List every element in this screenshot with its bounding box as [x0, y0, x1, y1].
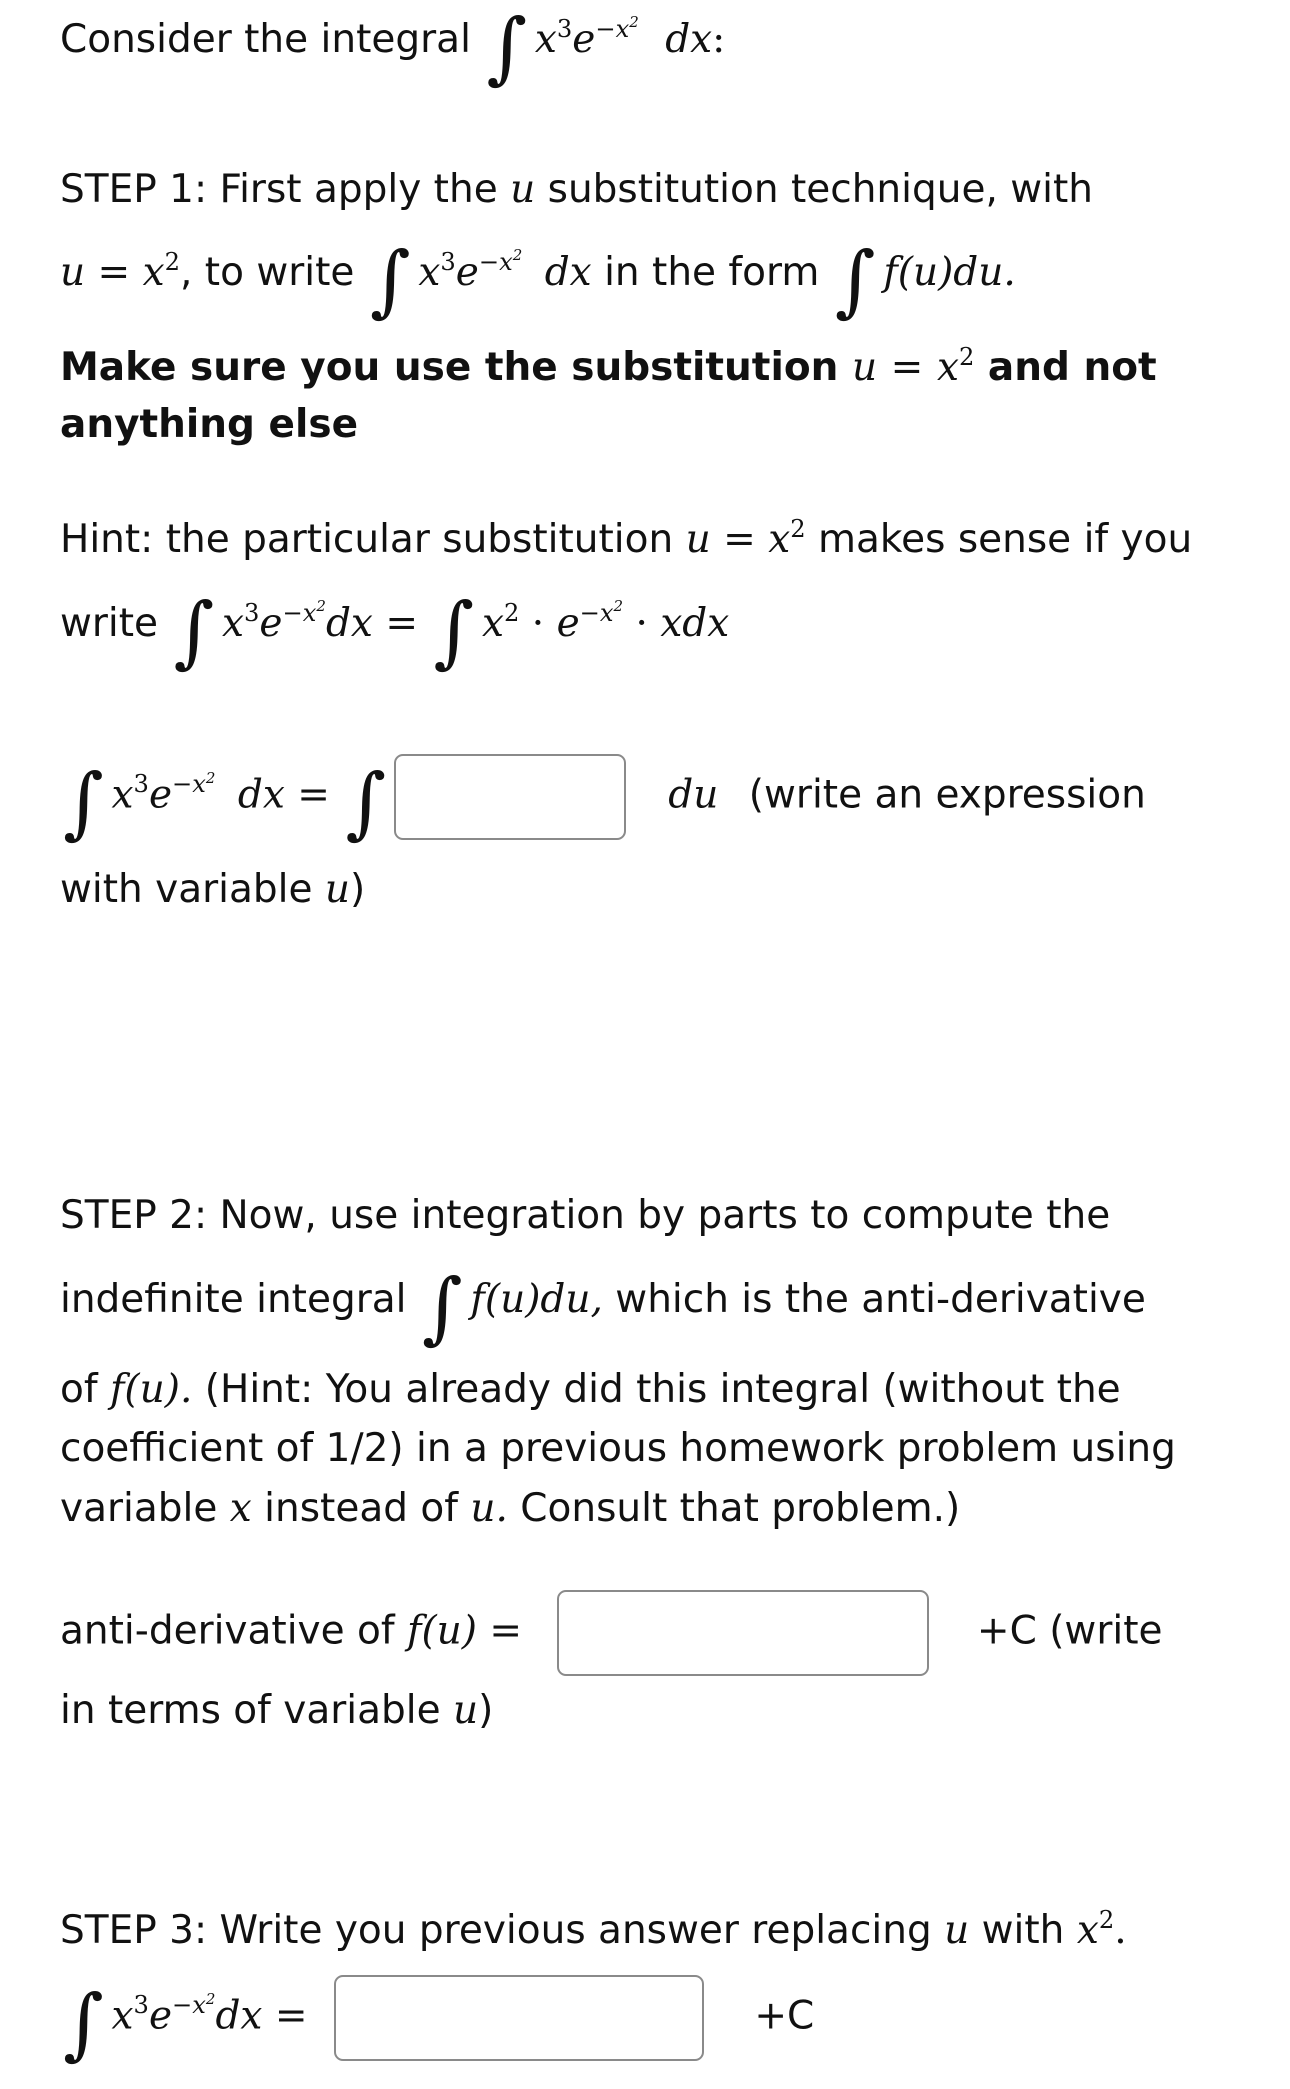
hint-text: makes sense if you	[818, 517, 1193, 562]
math-exp: 2	[1098, 1905, 1115, 1934]
answer-note: )	[478, 1688, 494, 1733]
math-e: e	[455, 250, 479, 295]
answer-label: anti-derivative of	[60, 1608, 395, 1654]
step1-warning-text: anything else	[60, 401, 359, 447]
math-exp: 3	[440, 247, 456, 276]
math-exp: 2	[613, 597, 624, 615]
step2-text: of	[60, 1367, 98, 1412]
math-exp: 2	[503, 598, 520, 627]
step1-text: , to write	[180, 250, 355, 295]
step2-text: indefinite integral	[60, 1277, 407, 1322]
step1-text: substitution technique, with	[547, 167, 1093, 212]
math-fu: f(u)du,	[470, 1277, 603, 1322]
math-exp: 3	[133, 770, 149, 799]
math-xdx: xdx	[660, 601, 730, 646]
math-x: x	[229, 1485, 252, 1531]
math-eq: =	[723, 517, 756, 562]
math-e: e	[259, 601, 283, 646]
math-fu: f(u)	[407, 1608, 477, 1654]
math-exp: 2	[205, 768, 216, 787]
step1-warning	[60, 340, 1157, 453]
math-e: e	[148, 772, 173, 818]
step2-text: (Hint: You already did this integral (without the	[204, 1367, 1121, 1412]
math-eq: =	[274, 1993, 308, 2039]
step2-text: coefficient of 1/2) in a previous homework problem using	[60, 1426, 1176, 1472]
math-e: e	[556, 601, 580, 646]
antiderivative-input[interactable]	[557, 1590, 929, 1676]
math-exp: −x	[172, 770, 206, 799]
math-dx: dx	[215, 1993, 263, 2039]
step1-text: in the form	[604, 250, 820, 295]
step2-hint	[60, 1360, 1176, 1538]
math-colon: :	[712, 17, 726, 62]
math-exp: −x	[282, 598, 317, 627]
math-exp: 3	[556, 14, 573, 43]
math-u: u	[944, 1908, 970, 1953]
math-eq: =	[297, 772, 330, 818]
math-x: x	[1076, 1908, 1099, 1953]
math-x: x	[418, 250, 441, 295]
math-exp: 2	[164, 247, 181, 276]
answer-note: (write an expression	[748, 772, 1146, 818]
math-eq: =	[385, 601, 418, 646]
integral-sign: ∫	[173, 586, 215, 677]
integral-sign: ∫	[486, 2, 528, 93]
math-dx: dx	[325, 601, 373, 646]
math-exp: −x	[595, 14, 630, 43]
math-u: u	[324, 867, 351, 912]
math-exp: 2	[316, 597, 326, 615]
math-exp: 2	[958, 342, 975, 371]
step1-line2	[60, 235, 1016, 326]
step3-text: STEP 3: Write you previous answer replacing	[60, 1908, 932, 1953]
hint1-line2	[60, 586, 730, 677]
answer3-row	[60, 1975, 815, 2070]
math-x: x	[111, 1993, 134, 2039]
answer-note: )	[350, 867, 366, 912]
math-exp: −x	[172, 1991, 206, 2020]
intro-text: Consider the integral	[60, 17, 471, 62]
math-u: u	[60, 250, 86, 295]
math-x: x	[142, 250, 165, 295]
math-exp: 3	[133, 1991, 149, 2020]
hint1-line1	[60, 512, 1192, 569]
math-period: .	[1114, 1908, 1127, 1953]
step1-heading	[60, 162, 1093, 219]
step2-text: instead of	[264, 1485, 458, 1531]
math-u: u	[685, 517, 711, 562]
math-u: u	[453, 1688, 479, 1733]
hint-text: write	[60, 601, 159, 646]
math-x: x	[534, 17, 557, 62]
math-eq: =	[890, 345, 924, 390]
math-fu: f(u)du.	[883, 250, 1016, 295]
integral-sign: ∫	[433, 586, 475, 677]
answer1-note-row	[60, 862, 365, 919]
step2-text: variable	[60, 1485, 218, 1531]
math-dot: ·	[635, 601, 648, 646]
math-exp: 2	[512, 246, 523, 264]
math-u: u.	[470, 1485, 508, 1531]
math-e: e	[148, 1993, 173, 2039]
answer2-row	[60, 1590, 1162, 1676]
integral-sign: ∫	[345, 758, 387, 849]
step2-line1	[60, 1188, 1110, 1245]
math-exp: 2	[790, 514, 806, 543]
integral-sign: ∫	[421, 1262, 463, 1353]
math-exp: 3	[244, 598, 260, 627]
step2-text: Consult that problem.)	[520, 1485, 961, 1531]
plus-c-label: +C	[754, 1993, 815, 2039]
step1-warning-text: Make sure you use the substitution	[60, 345, 839, 390]
final-answer-input[interactable]	[334, 1975, 704, 2061]
step2-text: which is the anti-derivative	[615, 1277, 1146, 1322]
step1-warning-text: and not	[987, 345, 1157, 390]
math-eq: =	[97, 250, 131, 295]
math-exp: −x	[478, 247, 513, 276]
integral-sign: ∫	[63, 1979, 104, 2070]
math-dx: dx	[665, 17, 713, 62]
math-exp: −x	[579, 598, 614, 627]
integral-sign: ∫	[834, 235, 876, 326]
step2-line2	[60, 1262, 1146, 1353]
math-x: x	[111, 772, 134, 818]
math-u: u	[851, 345, 878, 390]
integrand-input[interactable]	[394, 754, 626, 840]
step2-text: STEP 2: Now, use integration by parts to compute the	[60, 1193, 1111, 1238]
math-dx: dx	[544, 250, 592, 295]
step1-text: STEP 1: First apply the	[60, 167, 498, 212]
answer-note: in terms of variable	[60, 1688, 441, 1733]
answer-note: with variable	[60, 867, 313, 912]
math-x: x	[936, 345, 959, 390]
math-exp: 2	[205, 1989, 216, 2008]
integral-sign: ∫	[369, 235, 411, 326]
intro-line	[60, 2, 726, 93]
math-u: u	[510, 167, 536, 212]
step3-line1	[60, 1903, 1127, 1960]
math-x: x	[222, 601, 245, 646]
math-eq: =	[489, 1608, 523, 1654]
math-fu: f(u).	[110, 1367, 193, 1412]
math-du: du	[668, 772, 719, 818]
integral-sign: ∫	[63, 758, 104, 849]
math-exp: 2	[629, 13, 639, 31]
math-dot: ·	[531, 601, 545, 646]
math-x: x	[768, 517, 791, 562]
math-x: x	[481, 601, 504, 646]
hint-text: Hint: the particular substitution	[60, 517, 674, 562]
math-dx: dx	[237, 772, 285, 818]
step3-text: with	[981, 1908, 1065, 1953]
math-e: e	[572, 17, 596, 62]
answer1-row	[60, 754, 1146, 849]
plus-c-label: +C (write	[976, 1608, 1163, 1654]
answer2-note-row	[60, 1683, 493, 1740]
